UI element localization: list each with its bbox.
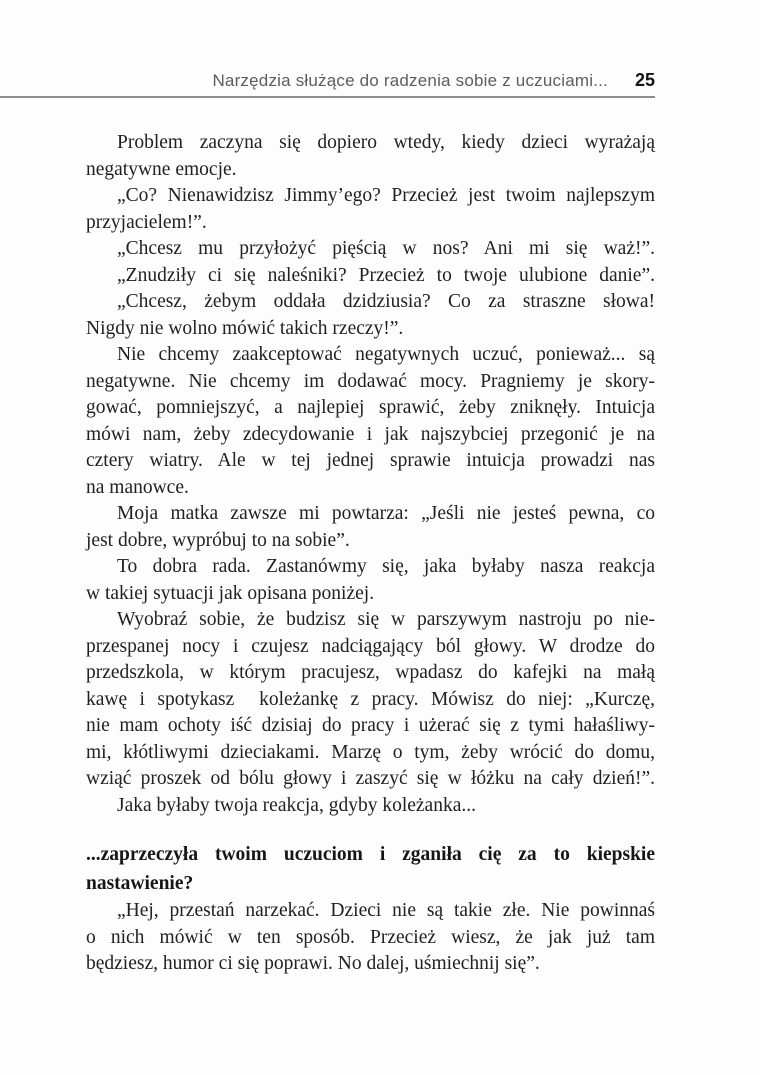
paragraph [86,554,655,607]
text-line: Nigdy nie wolno mówić takich rzeczy!”. [86,317,404,339]
text-line: „Chcesz mu przyłożyć pięścią w nos? Ani mi się waż!”. [117,238,655,259]
page-number: 25 [634,70,655,90]
paragraph [86,793,655,820]
paragraph [86,607,655,793]
text-line: cztery wiatry. Ale w tej jednej sprawie intuicja prowadzi nas [86,450,655,471]
text-line: „Chcesz, żebym oddała dzidziusia? Co za straszne słowa! [117,291,655,312]
paragraph [86,236,655,263]
text-line: Nie chcemy zaakceptować negatywnych uczuć, ponieważ... są [117,344,655,365]
text-line: nie mam ochoty iść dzisiaj do pracy i użerać się z tymi hałaśliwy- [86,715,655,736]
text-line: negatywne. Nie chcemy im dodawać mocy. Pragniemy je skory- [86,370,655,392]
paragraph [86,130,655,183]
text-line: To dobra rada. Zastanówmy się, jaka byłaby nasza reakcja [117,556,655,577]
text-line: Wyobraź sobie, że budzisz się w parszywym nastroju po nie- [117,609,655,630]
text-line: przedszkola, w którym pracujesz, wpadasz do kafejki na małą [86,662,655,683]
text-line: Moja matka zawsze mi powtarza: „Jeśli nie jesteś pewna, co [117,503,655,524]
text-line: nastawienie? [86,872,194,894]
text-line: przespanej nocy i czujesz nadciągający ból głowy. W drodze do [86,635,655,657]
text-line: o nich mówić w ten sposób. Przecież wiesz, że jak już tam [86,926,655,948]
text-line: kawę i spotykasz koleżankę z pracy. Mówisz do niej: „Kurczę, [86,688,655,710]
page-header [0,0,655,98]
text-line: mówi nam, żeby zdecydowanie i jak najszybciej przegonić je na [86,423,655,445]
text-block [86,130,655,978]
text-line: Jaka byłaby twoja reakcja, gdyby koleżanka... [117,794,476,816]
paragraph [86,898,655,978]
text-line: „Znudziły ci się naleśniki? Przecież to twoje ulubione danie”. [117,264,655,286]
text-line: przyjacielem!”. [86,211,207,233]
text-line: „Co? Nienawidzisz Jimmy’ego? Przecież jest twoim najlepszym [117,185,655,206]
text-line: jest dobre, wypróbuj to na sobie”. [86,529,350,551]
running-title: Narzędzia służące do radzenia sobie z uczuciami... [212,71,608,90]
section-heading [86,841,655,898]
paragraph [86,342,655,501]
text-line: ...zaprzeczyła twoim uczuciom i zganiła cię za to kiepskie [86,844,655,865]
text-line: mi, kłótliwymi dzieciakami. Marzę o tym, żeby wrócić do domu, [86,741,655,763]
text-line: wziąć proszek od bólu głowy i zaszyć się w łóżku na cały dzień!”. [86,768,655,789]
text-line: będziesz, humor ci się poprawi. No dalej, uśmiechnij się”. [86,953,540,974]
paragraph [86,183,655,236]
text-line: Problem zaczyna się dopiero wtedy, kiedy dzieci wyrażają [117,132,655,153]
text-line: negatywne emocje. [86,158,237,180]
text-line: „Hej, przestań narzekać. Dzieci nie są takie złe. Nie powinnaś [117,900,655,921]
paragraph [86,289,655,342]
text-line: gować, pomniejszyć, a najlepiej sprawić, żeby zniknęły. Intuicja [86,397,655,418]
text-line: na manowce. [86,476,189,498]
paragraph [86,501,655,554]
text-line: w takiej sytuacji jak opisana poniżej. [86,582,375,604]
paragraph [86,263,655,290]
running-head-row [0,70,655,96]
